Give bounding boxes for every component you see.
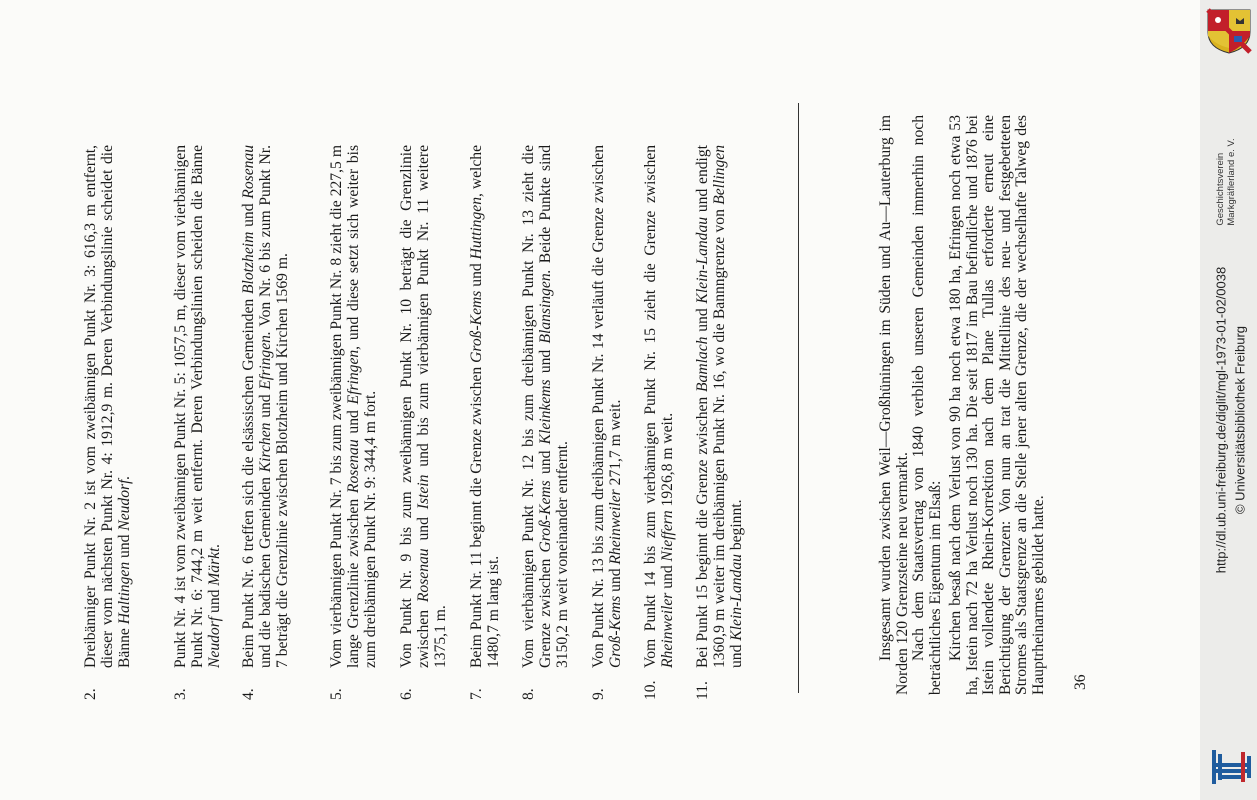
list-item-text: Von Punkt Nr. 13 bis zum dreibännigen Punkt Nr. 14 verläuft die Grenze zwischen Groß-Kems und Rheinweiler 271,7 m weit. bbox=[590, 145, 624, 668]
paragraph: Kirchen besaß nach dem Verlust von 90 ha noch etwa 180 ha, Efringen noch etwa 53 ha, Istein nach 72 ha Verlust noch 130 ha. Die seit 1817 im Bau befindliche und 1876 bei Istein vollendete Rhein-Korrektion nach dem Plane Tullas erforderte erneut eine Berichtigung der Grenzen: Von nun an trat die Mittellinie des neu- und festgebetteten Stromes als Staatsgrenze an die Stelle jener alten Grenze, die der wechselhafte Talweg des Hauptrheinarmes gebildet hatte. bbox=[947, 115, 1047, 695]
list-item-number: 5. bbox=[328, 688, 345, 700]
list-item-text: Beim Punkt Nr. 6 treffen sich die elsässischen Gemeinden Blotzheim und Rosenau und die badischen Gemeinden Kirchen und Efringen. Von Nr. 6 bis zum Punkt Nr. 7 beträgt die Grenzlinie zwischen Blotzheim und Kirchen 1569 m. bbox=[240, 144, 291, 668]
body-text bbox=[878, 115, 944, 695]
section-divider bbox=[798, 103, 799, 693]
list-item-text: Von Punkt Nr. 9 bis zum zweibännigen Punkt Nr. 10 beträgt die Grenzlinie zwischen Rosenau und Istein und bis zum vierbännigen Punkt Nr. 11 weitere 1375,1 m. bbox=[398, 144, 449, 668]
list-item-text: Vom Punkt 14 bis zum vierbännigen Punkt Nr. 15 zieht die Grenze zwischen Rheinweiler und Nieffern 1926,8 m weit. bbox=[642, 145, 676, 668]
list-item-number: 7. bbox=[468, 688, 485, 700]
list-item-text: Beim Punkt Nr. 11 beginnt die Grenze zwischen Groß-Kems und Huttingen, welche 1480,7 m lang ist. bbox=[468, 144, 502, 668]
paragraph: Nach dem Staatsvertrag von 1840 verblieb unseren Gemeinden immerhin noch beträchtliches Eigentum im Elsaß: bbox=[910, 115, 944, 695]
society-name-line: Geschichtsverein bbox=[1215, 152, 1226, 226]
list-item-text: Bei Punkt 15 beginnt die Grenze zwischen Bamlach und Klein-Landau und endigt 1360,9 m weiter im dreibännigen Punkt Nr. 16, wo die Bannngrenze von Bellingen und Klein-Landau beginnt. bbox=[694, 144, 745, 668]
list-item-number: 6. bbox=[398, 688, 415, 700]
society-name bbox=[1215, 138, 1237, 225]
coat-of-arms-icon bbox=[1206, 8, 1252, 54]
list-item-number: 11. bbox=[694, 681, 711, 700]
list-item-number: 10. bbox=[642, 680, 659, 700]
list-item-number: 3. bbox=[172, 688, 189, 700]
society-name-line: Markgräflerland e. V. bbox=[1226, 138, 1237, 226]
list-item-text: Vom vierbännigen Punkt Nr. 7 bis zum zweibännigen Punkt Nr. 8 zieht die 227,5 m lange Grenzlinie zwischen Rosenau und Efringen, und diese setzt sich weiter bis zum dreibännigen Punkt Nr. 9: 344,4 m fort. bbox=[328, 144, 379, 668]
list-item-number: 8. bbox=[520, 688, 537, 700]
paragraph: Insgesamt wurden zwischen Weil—Großhüningen im Süden und Au—Lauterburg im Norden 120 Grenzsteine neu vermarkt. bbox=[877, 115, 911, 695]
list-item-number: 4. bbox=[240, 688, 257, 700]
viewer-sidebar bbox=[1200, 0, 1257, 800]
list-item-text: Dreibänniger Punkt Nr. 2 ist vom zweibännigen Punkt Nr. 3: 616,3 m entfernt, dieser vom nächsten Punkt Nr. 4: 1912,9 m. Deren Verbindungslinie scheidet die Bänne Haltingen und Neudorf. bbox=[82, 145, 133, 668]
list-item-number: 2. bbox=[82, 688, 99, 700]
list-item-text: Punkt Nr. 4 ist vom zweibännigen Punkt Nr. 5: 1057,5 m, dieser vom vierbännigen Punkt Nr. 6: 744,2 m weit entfernt. Deren Verbindungslinien scheiden die Bänne Neudorf und Märkt. bbox=[172, 145, 223, 668]
university-library-logo-icon bbox=[1209, 748, 1253, 786]
copyright-notice: © Universitätsbibliothek Freiburg bbox=[1232, 325, 1248, 515]
page-number: 36 bbox=[1072, 674, 1089, 690]
list-item-number: 9. bbox=[590, 688, 607, 700]
permalink-url[interactable]: http://dl.ub.uni-freiburg.de/diglit/mgl-1973-01-02/0038 bbox=[1213, 266, 1229, 574]
list-item-text: Vom vierbännigen Punkt Nr. 12 bis zum dreibännigen Punkt Nr. 13 zieht die Grenze zwischen Groß-Kems und Kleinkems und Blansingen. Beide Punkte sind 3150,2 m weit voneinander entfernt. bbox=[520, 145, 571, 668]
body-text bbox=[948, 115, 1048, 695]
